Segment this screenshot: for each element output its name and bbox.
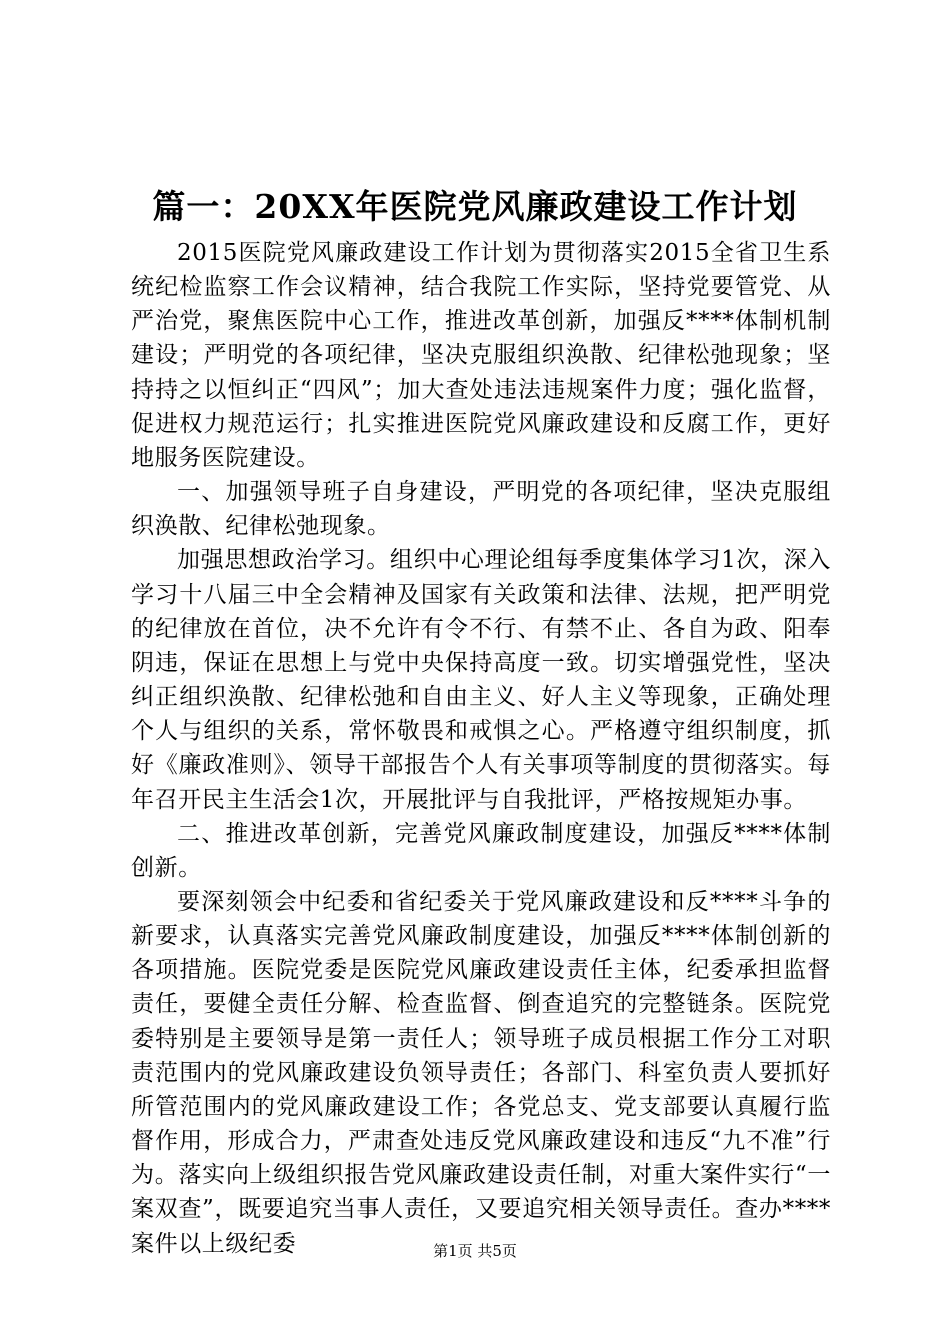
paragraph: 2015医院党风廉政建设工作计划为贯彻落实2015全省卫生系统纪检监察工作会议精神，结合我院工作实际，坚持党要管党、从严治党，聚焦医院中心工作，推进改革创新，加强反****体制机制建设；严明党的各项纪律，坚决克服组织涣散、纪律松弛现象；坚持持之以恒纠正“四风”；加大查处违法违规案件力度；强化监督，促进权力规范运行；扎实推进医院党风廉政建设和反腐工作，更好地服务医院建设。 bbox=[131, 240, 831, 471]
paragraph: 要深刻领会中纪委和省纪委关于党风廉政建设和反****斗争的新要求，认真落实完善党风廉政制度建设，加强反****体制创新的各项措施。医院党委是医院党风廉政建设责任主体，纪委承担监督责任，要健全责任分解、检查监督、倒查追究的完整链条。医院党委特别是主要领导是第一责任人；领导班子成员根据工作分工对职责范围内的党风廉政建设负领导责任；各部门、科室负责人要抓好所管范围内的党风廉政建设工作；各党总支、党支部要认真履行监督作用，形成合力，严肃查处违反党风廉政建设和违反“九不准”行为。落实向上级组织报告党风廉政建设责任制，对重大案件实行“一案双查”，既要追究当事人责任，又要追究相关领导责任。查办****案件以上级纪委 bbox=[131, 888, 831, 1257]
section-heading: 一、加强领导班子自身建设，严明党的各项纪律，坚决克服组织涣散、纪律松弛现象。 bbox=[131, 479, 831, 540]
document-title: 篇一：20XX年医院党风廉政建设工作计划 bbox=[152, 187, 798, 226]
document-body bbox=[131, 236, 831, 1261]
paragraph: 加强思想政治学习。组织中心理论组每季度集体学习1次，深入学习十八届三中全会精神及国家有关政策和法律、法规，把严明党的纪律放在首位，决不允许有令不行、有禁不止、各自为政、阳奉阴违，保证在思想上与党中央保持高度一致。切实增强党性，坚决纠正组织涣散、纪律松弛和自由主义、好人主义等现象，正确处理个人与组织的关系，常怀敬畏和戒惧之心。严格遵守组织制度，抓好《廉政准则》、领导干部报告个人有关事项等制度的贯彻落实。每年召开民主生活会1次，开展批评与自我批评，严格按规矩办事。 bbox=[131, 547, 831, 813]
page-number-footer: 第1页 共5页 bbox=[433, 1242, 517, 1260]
section-heading: 二、推进改革创新，完善党风廉政制度建设，加强反****体制创新。 bbox=[131, 820, 831, 881]
